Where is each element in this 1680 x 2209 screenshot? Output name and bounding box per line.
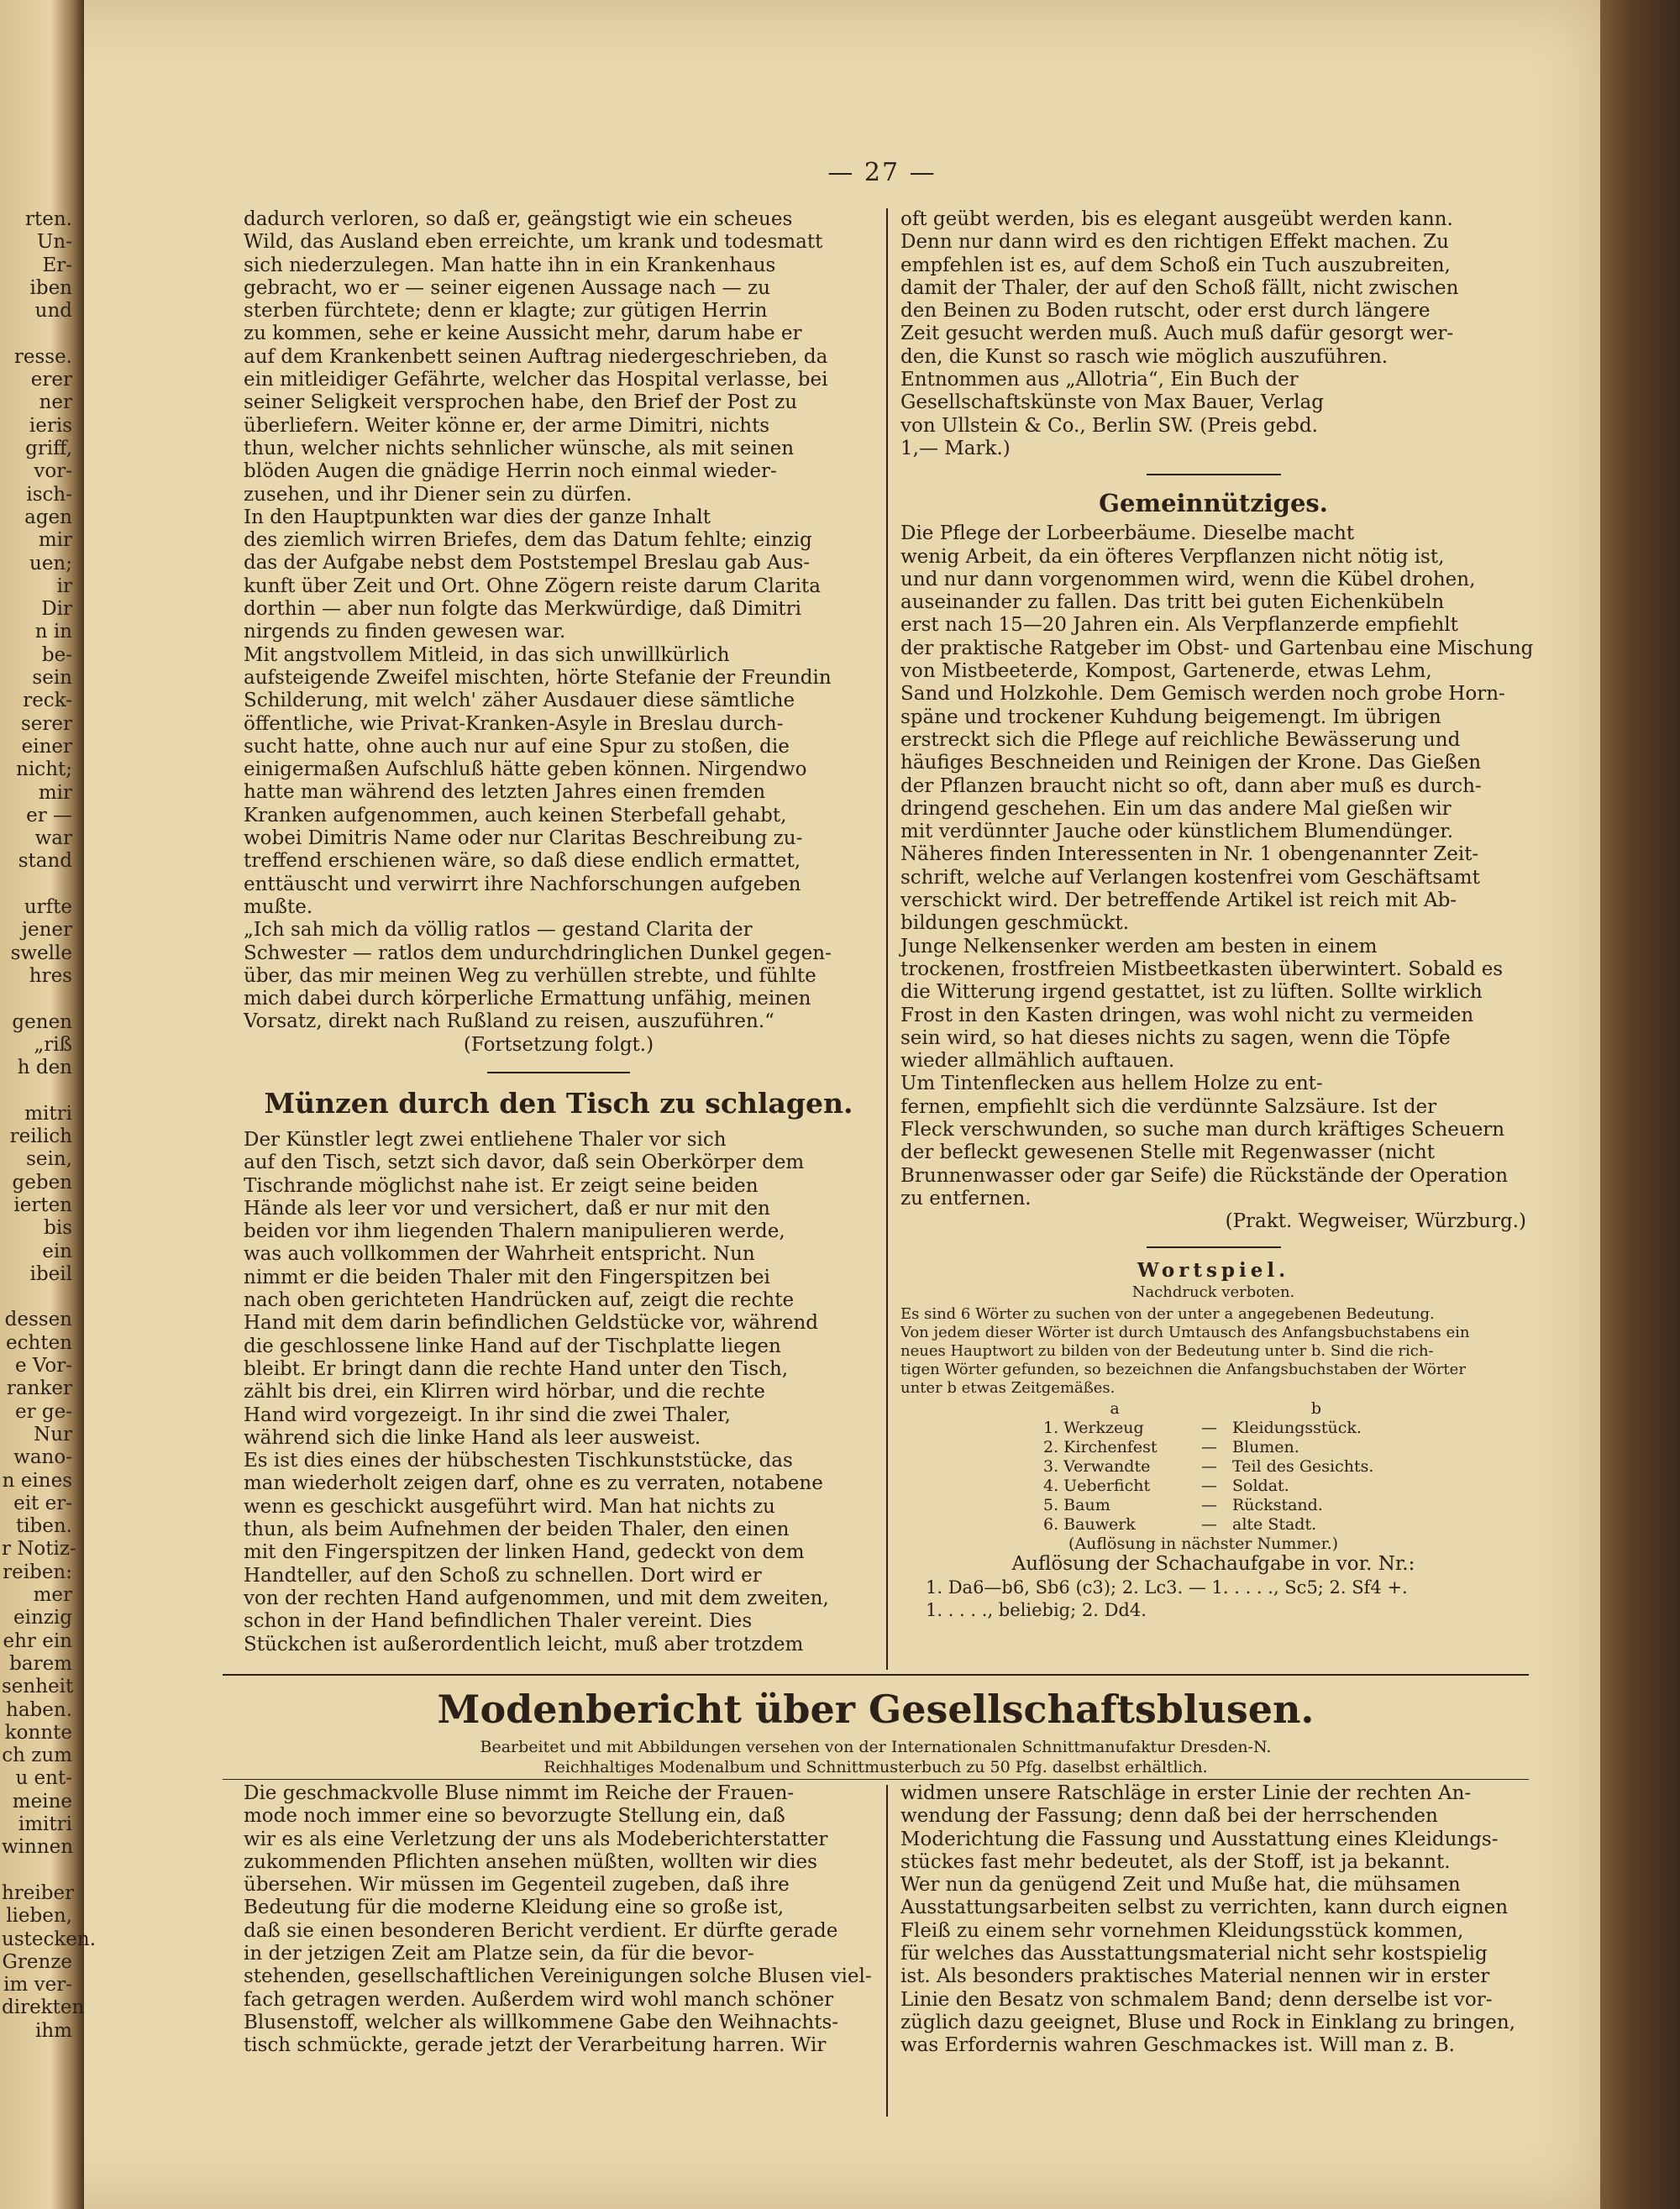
puzzle-table-wrap <box>900 1398 1526 1553</box>
text-line: bleibt. Er bringt dann die rechte Hand unter den Tisch, <box>244 1357 789 1380</box>
text-line: mußte. <box>244 895 313 918</box>
facing-page-text: mir <box>38 529 72 552</box>
text-line: Hände als leer vor und versichert, daß er nur mit den <box>244 1197 770 1220</box>
text-line: überliefern. Weiter könne er, der arme Dimitri, nichts <box>244 414 770 437</box>
story-continued-note: (Fortsetzung folgt.) <box>463 1033 654 1056</box>
text-line: Kranken aufgenommen, auch keinen Sterbefall gehabt, <box>244 804 787 826</box>
puzzle-row <box>1043 1438 1400 1457</box>
puzzle-row <box>1043 1515 1400 1535</box>
text-line: damit der Thaler, der auf den Schoß fällt, nicht zwischen <box>900 276 1459 299</box>
facing-page-text: imitri <box>18 1813 72 1835</box>
text-line: oft geübt werden, bis es elegant ausgeübt werden kann. <box>900 208 1453 230</box>
facing-page-text: direkten <box>2 1996 85 2019</box>
text-line: sucht hatte, ohne auch nur auf eine Spur zu stoßen, die <box>244 735 790 758</box>
facing-page-text: dessen <box>4 1309 72 1331</box>
useful-text <box>900 522 1534 1210</box>
text-line: auf dem Krankenbett seinen Auftrag niedergeschrieben, da <box>244 345 828 368</box>
text-line: Wer nun da genügend Zeit und Muße hat, die mühsamen <box>900 1874 1461 1897</box>
facing-page-text: genen <box>12 1010 72 1033</box>
text-line: Wild, das Ausland eben erreichte, um krank und todesmatt <box>244 231 823 254</box>
text-line: enttäuscht und verwirrt ihre Nachforschungen aufgeben <box>244 873 801 895</box>
facing-page-text: stand <box>18 850 72 873</box>
facing-page-text: iben <box>29 276 72 299</box>
text-line: der praktische Ratgeber im Obst- und Gartenbau eine Mischung <box>900 637 1534 659</box>
text-line: kunft über Zeit und Ort. Ohne Zögern reiste darum Clarita <box>244 575 821 597</box>
text-line: übersehen. Wir müssen im Gegenteil zugeben, daß ihre <box>244 1874 790 1897</box>
text-line: wobei Dimitris Name oder nur Claritas Beschreibung zu- <box>244 827 803 850</box>
text-line: mit verdünnter Jauche oder künstlichem Blumendünger. <box>900 821 1454 843</box>
text-line: von der rechten Hand aufgenommen, und mit dem zweiten, <box>244 1587 829 1609</box>
facing-page-text: und <box>34 300 72 323</box>
text-line: Näheres finden Interessenten in Nr. 1 obengenannter Zeit- <box>900 843 1479 866</box>
text-line: Schwester — ratlos dem undurchdringlichen Dunkel gegen- <box>244 942 832 964</box>
text-line: auseinander zu fallen. Das tritt bei guten Eichenkübeln <box>900 591 1445 614</box>
text-line: zu entfernen. <box>900 1187 1032 1209</box>
puzzle-cell-dash: — <box>1201 1477 1217 1496</box>
facing-page-text: ibeil <box>29 1262 72 1285</box>
puzzle-cell-a: 3. Verwandte <box>1043 1457 1151 1477</box>
puzzle-cell-b: Soldat. <box>1232 1477 1289 1496</box>
text-line: Es ist dies eines der hübschesten Tischkunststücke, das <box>244 1450 793 1472</box>
text-line: verschickt wird. Der betreffende Artikel ist reich mit Ab- <box>900 889 1457 912</box>
facing-page-text: er ge- <box>14 1400 72 1423</box>
text-line: Der Künstler legt zwei entliehene Thaler vor sich <box>244 1128 727 1151</box>
text-line: auf den Tisch, setzt sich davor, daß sein Oberkörper dem <box>244 1152 805 1174</box>
section-divider <box>487 1072 630 1073</box>
facing-page-text: wano- <box>13 1446 72 1469</box>
facing-page-text: r Notiz- <box>2 1538 76 1561</box>
puzzle-table <box>1043 1399 1400 1554</box>
facing-page-text: Dir <box>41 598 72 621</box>
text-line: ein mitleidiger Gefährte, welcher das Hospital verlasse, bei <box>244 369 828 391</box>
facing-page-text: isch- <box>26 483 72 506</box>
facing-page-fragment <box>0 0 97 2209</box>
useful-source: (Prakt. Wegweiser, Würzburg.) <box>1225 1210 1526 1233</box>
facing-page-text: reilich <box>9 1125 72 1147</box>
puzzle-cell-dash: — <box>1201 1438 1217 1457</box>
text-line: sein wird, so hat dieses nichts zu sagen, wenn die Töpfe <box>900 1026 1451 1049</box>
text-line: nirgends zu finden gewesen war. <box>244 621 566 643</box>
book-edge <box>1600 0 1680 2209</box>
facing-page-text: h den <box>17 1057 72 1079</box>
text-line: dadurch verloren, so daß er, geängstigt wie ein scheues <box>244 208 793 230</box>
text-line: Vorsatz, direkt nach Rußland zu reisen, auszuführen.“ <box>244 1010 774 1033</box>
fashion-title: Modenbericht über Gesellschaftsblusen. <box>437 1687 1315 1732</box>
text-line: Bedeutung für die moderne Kleidung eine so große ist, <box>244 1897 785 1919</box>
text-line: wendung der Fassung; denn daß bei der herrschenden <box>900 1805 1438 1828</box>
text-line: gebracht, wo er — seiner eigenen Aussage nach — zu <box>244 276 770 299</box>
facing-page-text: ehr ein <box>3 1629 72 1652</box>
facing-page-text: ihm <box>35 2019 72 2042</box>
text-line: Die geschmackvolle Bluse nimmt im Reiche der Frauen- <box>244 1782 795 1804</box>
text-line: der Pflanzen braucht nicht so oft, dann aber muß es durch- <box>900 774 1482 797</box>
text-line: Um Tintenflecken aus hellem Holze zu ent- <box>900 1073 1323 1095</box>
text-line: Ausstattungsarbeiten selbst zu verrichten, kann durch eignen <box>900 1897 1509 1919</box>
facing-page-text: erer <box>30 369 72 391</box>
facing-page-text: meine <box>12 1790 72 1813</box>
text-line: tigen Wörter gefunden, so bezeichnen die Anfangsbuchstaben der Wörter <box>900 1361 1466 1379</box>
text-line: bildungen geschmückt. <box>900 912 1130 935</box>
facing-page-text: ir <box>56 575 72 597</box>
facing-page-text: vor- <box>34 460 72 483</box>
text-line: In den Hauptpunkten war dies der ganze Inhalt <box>244 506 711 528</box>
text-line: tisch schmückte, gerade jetzt der Verarbeitung harren. Wir <box>244 2034 827 2057</box>
text-line: wenn es geschickt ausgeführt wird. Man hat nichts zu <box>244 1495 775 1518</box>
fashion-subtitle-1: Bearbeitet und mit Abbildungen versehen von der Internationalen Schnittmanufaktur Dresden-N. <box>480 1738 1272 1756</box>
facing-page-text: bis <box>44 1217 72 1240</box>
facing-page-text: war <box>34 827 72 850</box>
text-line: über, das mir meinen Weg zu verhüllen strebte, und fühlte <box>244 964 816 987</box>
puzzle-cell-dash: — <box>1201 1515 1217 1535</box>
facing-page-text: mer <box>33 1584 72 1606</box>
facing-page-text: geben <box>12 1171 72 1194</box>
text-line: den Beinen zu Boden rutscht, oder erst durch längere <box>900 300 1431 323</box>
text-line: Brunnenwasser oder gar Seife) die Rückstände der Operation <box>900 1164 1509 1187</box>
text-line: trockenen, frostfreien Mistbeetkasten überwintert. Sobald es <box>900 958 1504 980</box>
text-line: wir es als eine Verletzung der uns als Modeberichterstatter <box>244 1828 828 1850</box>
fashion-subtitle-2: Reichhaltiges Modenalbum und Schnittmusterbuch zu 50 Pfg. daselbst erhältlich. <box>543 1758 1208 1776</box>
facing-page-text: winnen <box>2 1836 74 1859</box>
text-line: erstreckt sich die Pflege auf reichliche Bewässerung und <box>900 728 1461 751</box>
facing-page-text: ner <box>39 391 72 414</box>
text-line: den, die Kunst so rasch wie möglich auszuführen. <box>900 345 1389 368</box>
text-line: häufiges Beschneiden und Reinigen der Krone. Das Gießen <box>900 752 1482 774</box>
text-line: von Ullstein & Co., Berlin SW. (Preis gebd. <box>900 414 1318 437</box>
text-line: späne und trockener Kuhdung beigemengt. Im übrigen <box>900 706 1441 728</box>
text-line: sterben fürchtete; denn er klagte; zur gütigen Herrin <box>244 300 768 323</box>
facing-page-text: e Vor- <box>14 1355 72 1377</box>
text-line: und nur dann vorgenommen wird, wenn die Kübel drohen, <box>900 568 1476 590</box>
fashion-left-column <box>244 1782 874 2058</box>
text-line: Frost in den Kasten dringen, was wohl nicht zu vermeiden <box>900 1004 1474 1026</box>
puzzle-cell-a: 5. Baum <box>1043 1496 1110 1515</box>
text-line: Von jedem dieser Wörter ist durch Umtausch des Anfangsbuchstabens ein <box>900 1324 1470 1342</box>
text-line: Sand und Holzkohle. Dem Gemisch werden noch grobe Horn- <box>900 683 1505 706</box>
facing-page-text: konnte <box>4 1721 72 1744</box>
puzzle-cell-b: Teil des Gesichts. <box>1232 1457 1374 1477</box>
chess-line-2: 1. . . . ., beliebig; 2. Dd4. <box>926 1600 1147 1621</box>
text-line: thun, welcher nichts sehnlicher wünsche, als mit seinen <box>244 437 795 459</box>
facing-page-text: be- <box>41 643 72 666</box>
text-line: nach oben gerichteten Handrücken auf, zeigt die rechte <box>244 1289 795 1312</box>
text-line: Fleck verschwunden, so suche man durch kräftiges Scheuern <box>900 1118 1505 1141</box>
facing-page-text: griff, <box>25 438 72 459</box>
facing-page-text: reck- <box>23 690 72 712</box>
text-line: stehenden, gesellschaftlichen Vereinigungen solche Blusen viel- <box>244 1965 872 1988</box>
puzzle-cell-b: alte Stadt. <box>1232 1515 1317 1535</box>
text-line: 1,— Mark.) <box>900 437 1011 459</box>
facing-page-text: er — <box>26 804 72 826</box>
puzzle-row <box>1043 1457 1400 1477</box>
facing-page-text: mir <box>38 781 72 804</box>
text-line: Stückchen ist außerordentlich leicht, muß aber trotzdem <box>244 1633 804 1655</box>
text-line: Es sind 6 Wörter zu suchen von der unter a angegebenen Bedeutung. <box>900 1305 1435 1324</box>
text-line: des ziemlich wirren Briefes, dem das Datum fehlte; einzig <box>244 529 812 552</box>
facing-page-text: agen <box>24 506 72 528</box>
text-line: Denn nur dann wird es den richtigen Effekt machen. Zu <box>900 231 1449 254</box>
facing-page-text: serer <box>20 712 72 735</box>
text-line: Gesellschaftskünste von Max Bauer, Verlag <box>900 391 1324 414</box>
text-line: einigermaßen Aufschluß hätte geben können. Nirgendwo <box>244 758 807 781</box>
text-line: in der jetzigen Zeit am Platze sein, da für die bevor- <box>244 1943 754 1965</box>
text-line: Mit angstvollem Mitleid, in das sich unwillkürlich <box>244 643 730 666</box>
facing-page-text: rten. <box>25 208 72 230</box>
puzzle-notice: Nachdruck verboten. <box>1131 1283 1295 1302</box>
text-line: seiner Seligkeit versprochen habe, den Brief der Post zu <box>244 391 798 414</box>
puzzle-row <box>1043 1419 1400 1438</box>
facing-page-text: senheit <box>2 1676 74 1698</box>
puzzle-solution-note: (Auflösung in nächster Nummer.) <box>1068 1535 1339 1554</box>
facing-page-text: Grenze <box>2 1950 72 1973</box>
facing-page-text: haben. <box>6 1698 72 1721</box>
text-line: ist. Als besonders praktisches Material nennen wir in erster <box>900 1965 1490 1988</box>
text-line: züglich dazu geeignet, Bluse und Rock in Einklang zu bringen, <box>900 2011 1515 2033</box>
text-line: beiden vor ihm liegenden Thalern manipulieren werde, <box>244 1220 785 1243</box>
facing-page-text: ustecken. <box>2 1928 97 1950</box>
facing-page-text: ierten <box>13 1194 72 1216</box>
facing-page-text: lieben, <box>6 1905 72 1928</box>
text-line: dringend geschehen. Ein um das andere Mal gießen wir <box>900 797 1452 820</box>
puzzle-cell-a: 1. Werkzeug <box>1043 1419 1144 1438</box>
facing-page-text: resse. <box>13 345 72 368</box>
facing-page-text: hres <box>29 964 72 987</box>
text-line: man wiederholt zeigen darf, ohne es zu verraten, notabene <box>244 1472 823 1495</box>
text-line: neues Hauptwort zu bilden von der Bedeutung unter b. Sind die rich- <box>900 1342 1434 1361</box>
left-column <box>244 208 874 1656</box>
facing-page-text: nicht; <box>16 758 72 781</box>
text-line: schon in der Hand befindlichen Thaler vereint. Dies <box>244 1610 753 1633</box>
puzzle-cell-dash: — <box>1201 1496 1217 1515</box>
puzzle-cell-dash: — <box>1201 1419 1217 1438</box>
text-line: für welches das Ausstattungsmaterial nicht sehr kostspielig <box>900 1943 1488 1965</box>
fashion-top-rule <box>223 1674 1529 1676</box>
facing-page-text: reiben: <box>3 1561 72 1583</box>
text-line: Hand mit dem darin befindlichen Geldstücke vor, während <box>244 1312 819 1335</box>
facing-page-text: echten <box>6 1331 72 1354</box>
facing-page-text: ieris <box>29 414 72 437</box>
text-line: mich dabei durch körperliche Ermattung unfähig, meinen <box>244 988 811 1010</box>
puzzle-cell-a: 6. Bauwerk <box>1043 1515 1136 1535</box>
section-divider <box>1147 1246 1281 1248</box>
facing-page-text: sein, <box>26 1148 72 1171</box>
text-line: thun, als beim Aufnehmen der beiden Thaler, den einen <box>244 1519 790 1541</box>
facing-page-text: sein <box>32 667 72 689</box>
text-line: unter b etwas Zeitgemäßes. <box>900 1379 1116 1398</box>
puzzle-cell-a: 4. Ueberficht <box>1043 1477 1151 1496</box>
text-line: die geschlossene linke Hand auf der Tischplatte liegen <box>244 1335 781 1357</box>
facing-page-text: im ver- <box>3 1974 72 1996</box>
facing-page-text: ranker <box>6 1377 72 1400</box>
useful-title: Gemeinnütziges. <box>1099 489 1328 518</box>
facing-page-text: mitri <box>24 1102 72 1125</box>
facing-page-text: Un- <box>37 231 72 254</box>
facing-page-text: ein <box>42 1240 72 1262</box>
text-line: Zeit gesucht werden muß. Auch muß dafür gesorgt wer- <box>900 323 1454 345</box>
text-line: hatte man während des letzten Jahres einen fremden <box>244 781 766 804</box>
text-line: mode noch immer eine so bevorzugte Stellung ein, daß <box>244 1805 785 1828</box>
text-line: stückes fast mehr bedeutet, als der Stoff, ist ja bekannt. <box>900 1850 1451 1873</box>
puzzle-header-row <box>1043 1399 1400 1419</box>
facing-page-text: einzig <box>13 1607 72 1629</box>
coins-title: Münzen durch den Tisch zu schlagen. <box>264 1086 853 1120</box>
text-line: das der Aufgabe nebst dem Poststempel Breslau gab Aus- <box>244 552 811 575</box>
text-line: Tischrande möglichst nahe ist. Er zeigt seine beiden <box>244 1174 759 1197</box>
facing-page-text: n in <box>34 621 72 643</box>
puzzle-col-b: b <box>1310 1399 1322 1419</box>
text-line: der befleckt gewesenen Stelle mit Regenwasser (nicht <box>900 1141 1435 1164</box>
puzzle-text <box>900 1305 1526 1398</box>
text-line: fach getragen werden. Außerdem wird wohl manch schöner <box>244 1988 834 2011</box>
facing-page-text: Er- <box>42 254 72 276</box>
text-line: daß sie einen besonderen Bericht verdient. Er dürfte gerade <box>244 1919 838 1942</box>
text-line: dorthin — aber nun folgte das Merkwürdige, daß Dimitri <box>244 598 801 621</box>
page-number: — 27 — <box>827 158 937 187</box>
facing-page-text: n eines <box>2 1469 72 1492</box>
text-line: fernen, empfiehlt sich die verdünnte Salzsäure. Ist der <box>900 1095 1437 1118</box>
puzzle-cell-dash: — <box>1201 1457 1217 1477</box>
text-line: zukommenden Pflichten ansehen müßten, wollten wir dies <box>244 1850 817 1873</box>
text-line: Fleiß zu einem sehr vornehmen Kleidungsstück kommen, <box>900 1919 1464 1942</box>
text-line: wieder allmählich auftauen. <box>900 1050 1175 1073</box>
text-line: Junge Nelkensenker werden am besten in einem <box>900 935 1378 958</box>
story-text <box>244 208 874 1034</box>
facing-page-text: hreiber <box>2 1881 75 1904</box>
text-line: empfehlen ist es, auf dem Schoß ein Tuch auszubreiten, <box>900 254 1451 276</box>
coins-continued-text <box>900 208 1526 460</box>
puzzle-cell-b: Rückstand. <box>1232 1496 1323 1515</box>
text-line: widmen unsere Ratschläge in erster Linie der rechten An- <box>900 1782 1472 1804</box>
facing-page-text: ch zum <box>2 1745 72 1767</box>
puzzle-row <box>1043 1496 1400 1515</box>
text-line: aufsteigende Zweifel mischten, hörte Stefanie der Freundin <box>244 666 832 689</box>
text-line: was Erfordernis wahren Geschmackes ist. Will man z. B. <box>900 2034 1455 2057</box>
chess-line-1: 1. Da6—b6, Sb6 (c3); 2. Lc3. — 1. . . . ., Sc5; 2. Sf4 +. <box>926 1577 1408 1598</box>
text-line: von Mistbeeterde, Kompost, Gartenerde, etwas Lehm, <box>900 660 1432 683</box>
text-line: Linie den Besatz von schmalem Band; denn derselbe ist vor- <box>900 1988 1493 2011</box>
text-line: treffend erschienen wäre, so daß diese endlich ermattet, <box>244 850 801 873</box>
text-line: Blusenstoff, welcher als willkommene Gabe den Weihnachts- <box>244 2011 839 2033</box>
puzzle-title: Wortspiel. <box>1137 1259 1290 1283</box>
facing-page-text: einer <box>21 735 72 758</box>
puzzle-row <box>1043 1477 1400 1496</box>
facing-page-text: u ent- <box>15 1767 72 1790</box>
column-divider <box>886 208 888 1670</box>
fashion-right-column <box>900 1782 1526 2058</box>
text-line: Hand wird vorgezeigt. In ihr sind die zwei Thaler, <box>244 1404 731 1426</box>
text-line: die Witterung irgend gestattet, ist zu lüften. Sollte wirklich <box>900 981 1483 1004</box>
puzzle-col-a: a <box>1110 1399 1120 1419</box>
puzzle-cell-a: 2. Kirchenfest <box>1043 1438 1158 1457</box>
text-line: schrift, welche auf Verlangen kostenfrei vom Geschäftsamt <box>900 866 1480 889</box>
section-divider <box>1147 474 1281 475</box>
text-line: zu kommen, sehe er keine Aussicht mehr, darum habe er <box>244 323 802 345</box>
text-line: Handteller, auf den Schoß zu schnellen. Dort wird er <box>244 1564 762 1587</box>
puzzle-cell-b: Blumen. <box>1232 1438 1299 1457</box>
facing-page-text: eit er- <box>13 1492 72 1514</box>
facing-page-text: „riß <box>34 1033 72 1056</box>
text-line: was auch vollkommen der Wahrheit entspricht. Nun <box>244 1243 755 1266</box>
right-column <box>900 208 1534 1622</box>
text-line: Schilderung, mit welch' zäher Ausdauer diese sämtliche <box>244 690 795 712</box>
text-line: zusehen, und ihr Diener sein zu dürfen. <box>244 483 633 506</box>
text-line: mit den Fingerspitzen der linken Hand, gedeckt von dem <box>244 1541 805 1564</box>
text-line: zählt bis drei, ein Klirren wird hörbar, und die rechte <box>244 1381 765 1404</box>
text-line: erst nach 15—20 Jahren ein. Als Verpflanzerde empfiehlt <box>900 614 1458 637</box>
fashion-sub-rule <box>223 1779 1529 1780</box>
facing-page-text: barem <box>9 1652 72 1675</box>
text-line: während sich die linke Hand als leer ausweist. <box>244 1426 701 1449</box>
text-line: öffentliche, wie Privat-Kranken-Asyle in Breslau durch- <box>244 712 784 735</box>
text-line: blöden Augen die gnädige Herrin noch einmal wieder- <box>244 460 777 483</box>
text-line: Entnommen aus „Allotria“, Ein Buch der <box>900 369 1299 391</box>
text-line: Moderichtung die Fassung und Ausstattung eines Kleidungs- <box>900 1828 1499 1850</box>
facing-page-text: uen; <box>29 552 72 575</box>
text-line: „Ich sah mich da völlig ratlos — gestand Clarita der <box>244 919 753 942</box>
facing-page-text: swelle <box>10 942 72 964</box>
facing-page-text: jener <box>21 919 72 942</box>
chess-title: Auflösung der Schachaufgabe in vor. Nr.: <box>1011 1553 1415 1576</box>
facing-page-text: urfte <box>24 896 72 918</box>
text-line: wenig Arbeit, da ein öfteres Verpflanzen nicht nötig ist, <box>900 545 1445 568</box>
coins-text <box>244 1129 874 1656</box>
text-line: nimmt er die beiden Thaler mit den Fingerspitzen bei <box>244 1266 770 1288</box>
facing-page-text: tiben. <box>15 1515 72 1538</box>
text-line: sich niederzulegen. Man hatte ihn in ein Krankenhaus <box>244 254 776 276</box>
text-line: Die Pflege der Lorbeerbäume. Dieselbe macht <box>900 522 1355 545</box>
column-divider-lower <box>886 1785 888 2117</box>
facing-page-text: Nur <box>34 1423 72 1446</box>
puzzle-cell-b: Kleidungsstück. <box>1232 1419 1362 1438</box>
